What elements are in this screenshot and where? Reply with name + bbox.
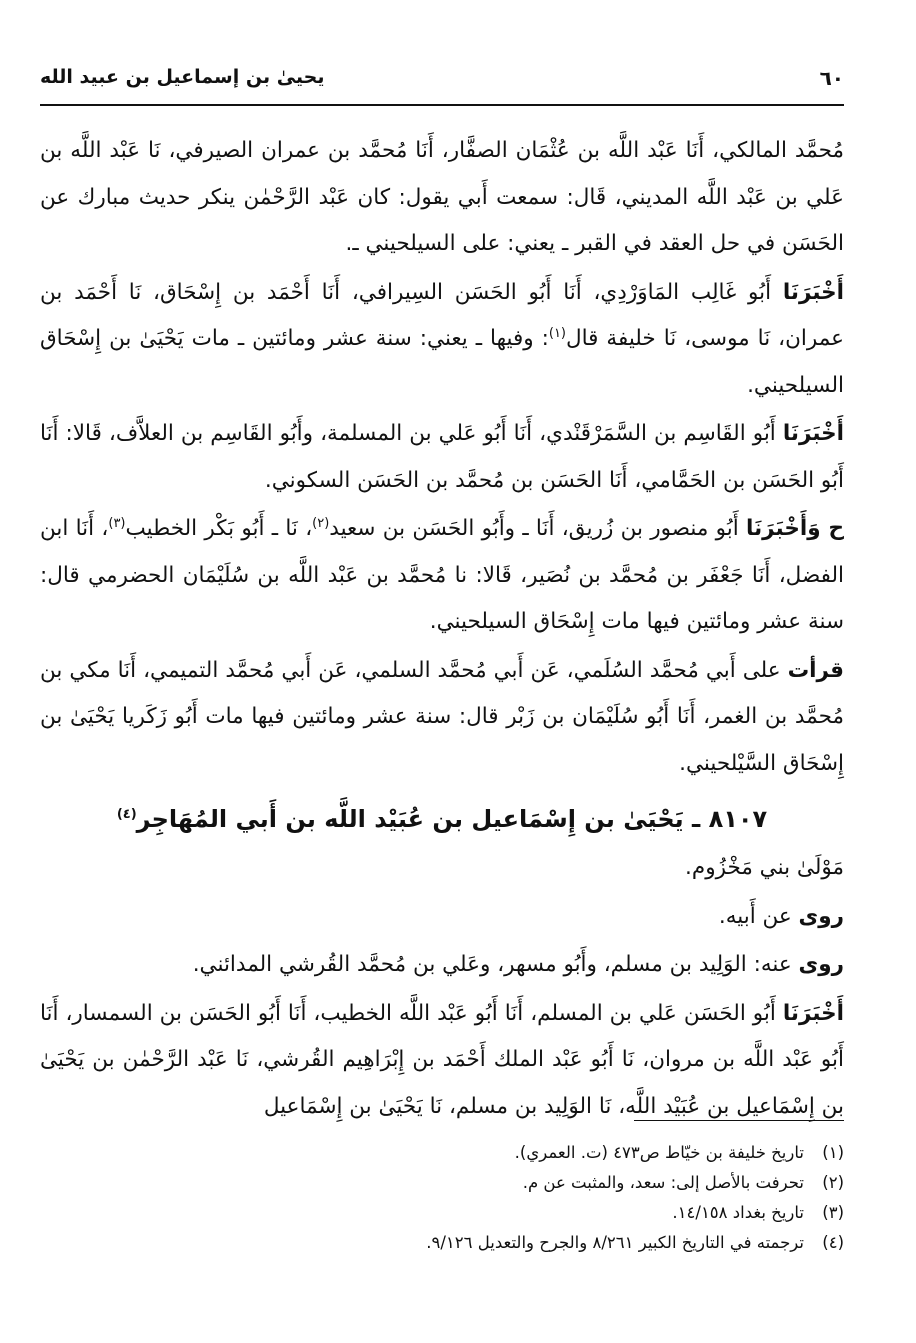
footnote-item bbox=[40, 1138, 844, 1168]
footnote-item bbox=[40, 1168, 844, 1198]
footnotes bbox=[40, 1138, 844, 1258]
paragraph-lead: أَخْبَرَنَا bbox=[782, 279, 844, 305]
footnote-number: (١) bbox=[822, 1143, 844, 1162]
paragraph-text: عن أَبيه. bbox=[718, 903, 799, 929]
paragraph-text: على أَبي مُحمَّد السُلَمي، عَن أَبي مُحمَّد السلمي، عَن أَبي مُحمَّد التميمي، أَنَا مكي بن مُحمَّد بن الغمر، أَنَا أَبُو سُلَيْمَان بن زَبْر قال: سنة عشر ومائتين فيها مات أَبُو زَكَريا يَحْيَىٰ بن إِسْحَاق السَّيْلحيني. bbox=[40, 657, 844, 776]
paragraph-text: مَوْلَىٰ بني مَخْزُوم. bbox=[685, 855, 844, 880]
page-header bbox=[40, 52, 844, 106]
paragraph-2 bbox=[40, 270, 844, 410]
footnote-text: تحرفت بالأصل إلى: سعد، والمثبت عن م. bbox=[522, 1173, 804, 1192]
running-title: يحيىٰ بن إسماعيل بن عبيد الله bbox=[40, 66, 325, 88]
paragraph-text: أَبُو الحَسَن عَلي بن المسلم، أَنَا أَبُو عَبْد اللَّه الخطيب، أَنَا أَبُو الحَسَن بن السمسار، أَنَا أَبُو عَبْد اللَّه بن مروان، نَا أَبُو عَبْد الملك أَحْمَد بن إِبْرَاهِيم القُرشي، نَا عَبْد الرَّحْمٰن بن يَحْيَىٰ بن إِسْمَاعيل بن عُبَيْد اللَّه، نَا الوَلِيد بن مسلم، نَا يَحْيَىٰ بن إِسْمَاعيل bbox=[40, 1000, 844, 1119]
page-number: ٦٠ bbox=[819, 66, 844, 90]
paragraph-lead: روى bbox=[798, 952, 844, 977]
footnote-text: تاريخ خليفة بن خيّاط ص٤٧٣ (ت. العمري). bbox=[514, 1143, 804, 1162]
main-text bbox=[40, 128, 844, 1132]
paragraph-text: عنه: الوَلِيد بن مسلم، وأَبُو مسهر، وعَلي بن مُحمَّد القُرشي المدائني. bbox=[192, 952, 799, 977]
footnote-number: (٤) bbox=[822, 1233, 844, 1252]
footnote-number: (٢) bbox=[822, 1173, 844, 1192]
paragraph-lead: أَخْبَرَنَا bbox=[782, 1000, 844, 1026]
paragraph-4 bbox=[40, 506, 844, 646]
footnote-text: تاريخ بغداد ١٤/١٥٨. bbox=[672, 1203, 804, 1222]
footnote-item bbox=[40, 1228, 844, 1258]
footnote-text: ترجمته في التاريخ الكبير ٨/٢٦١ والجرح والتعديل ٩/١٢٦. bbox=[426, 1233, 804, 1252]
paragraph-text: : وفيها ـ يعني: سنة عشر ومائتين ـ مات يَحْيَىٰ بن إِسْحَاق السيلحيني. bbox=[40, 326, 844, 398]
paragraph-lead: أَخْبَرَنَا bbox=[782, 421, 844, 446]
entry-heading bbox=[40, 793, 844, 845]
footnote-item bbox=[40, 1198, 844, 1228]
entry-paragraph-1 bbox=[40, 845, 844, 892]
paragraph-lead: روى bbox=[798, 903, 844, 929]
entry-paragraph-2 bbox=[40, 894, 844, 941]
footnote-ref[interactable]: (١) bbox=[548, 325, 566, 341]
entry-paragraph-3 bbox=[40, 942, 844, 989]
paragraph-3 bbox=[40, 411, 844, 504]
paragraph-5 bbox=[40, 648, 844, 788]
paragraph-text: أَبُو منصور بن زُريق، أَنَا ـ وأَبُو الحَسَن بن سعيد bbox=[329, 516, 747, 541]
paragraph-lead: ح وَأَخْبَرَنَا bbox=[746, 516, 844, 541]
paragraph-text: أَبُو غَالِب المَاوَرْدِي، أَنَا أَبُو الحَسَن السِيرافي، أَنَا أَحْمَد بن إِسْحَاق، نَا أَحْمَد بن عمران، نَا موسى، نَا خليفة قال bbox=[40, 279, 844, 351]
footnote-divider bbox=[634, 1120, 844, 1121]
footnote-number: (٣) bbox=[822, 1203, 844, 1222]
paragraph-text: ، نَا ـ أَبُو بَكْر الخطيب bbox=[125, 516, 313, 541]
entry-paragraph-4 bbox=[40, 991, 844, 1131]
footnote-ref[interactable]: (٣) bbox=[108, 515, 126, 531]
paragraph-text: أَبُو القَاسِم بن السَّمَرْقَنْدي، أَنَا أَبُو عَلي بن المسلمة، وأَبُو القَاسِم بن العلاَّف، قَالا: أَنَا أَبُو الحَسَن بن الحَمَّامي، أَنَا الحَسَن بن مُحمَّد بن الحَسَن السكوني. bbox=[40, 421, 844, 493]
footnote-ref[interactable]: (٢) bbox=[312, 515, 330, 531]
paragraph-text: ، أَنَا ابن الفضل، أَنَا جَعْفَر بن مُحمَّد بن نُصَير، قَالا: نا مُحمَّد بن عَبْد اللَّه بن سُلَيْمَان الحضرمي قال: سنة عشر ومائتين فيها مات إِسْحَاق السيلحيني. bbox=[40, 516, 844, 634]
paragraph-lead: قرأت bbox=[787, 657, 844, 683]
footnote-ref[interactable]: (٤) bbox=[116, 807, 137, 822]
entry-title-text: ٨١٠٧ ـ يَحْيَىٰ بن إِسْمَاعيل بن عُبَيْد اللَّه بن أَبي المُهَاجِر bbox=[136, 805, 768, 833]
paragraph-1 bbox=[40, 128, 844, 268]
paragraph-text: مُحمَّد المالكي، أَنَا عَبْد اللَّه بن عُثْمَان الصفَّار، أَنَا مُحمَّد بن عمران الصيرفي، نَا عَبْد اللَّه بن عَلي بن عَبْد اللَّه المديني، قَال: سمعت أَبي يقول: كان عَبْد الرَّحْمٰن ينكر حديث مبارك عن الحَسَن في حل العقد في القبر ـ يعني: على السيلحيني ـ. bbox=[40, 138, 844, 256]
